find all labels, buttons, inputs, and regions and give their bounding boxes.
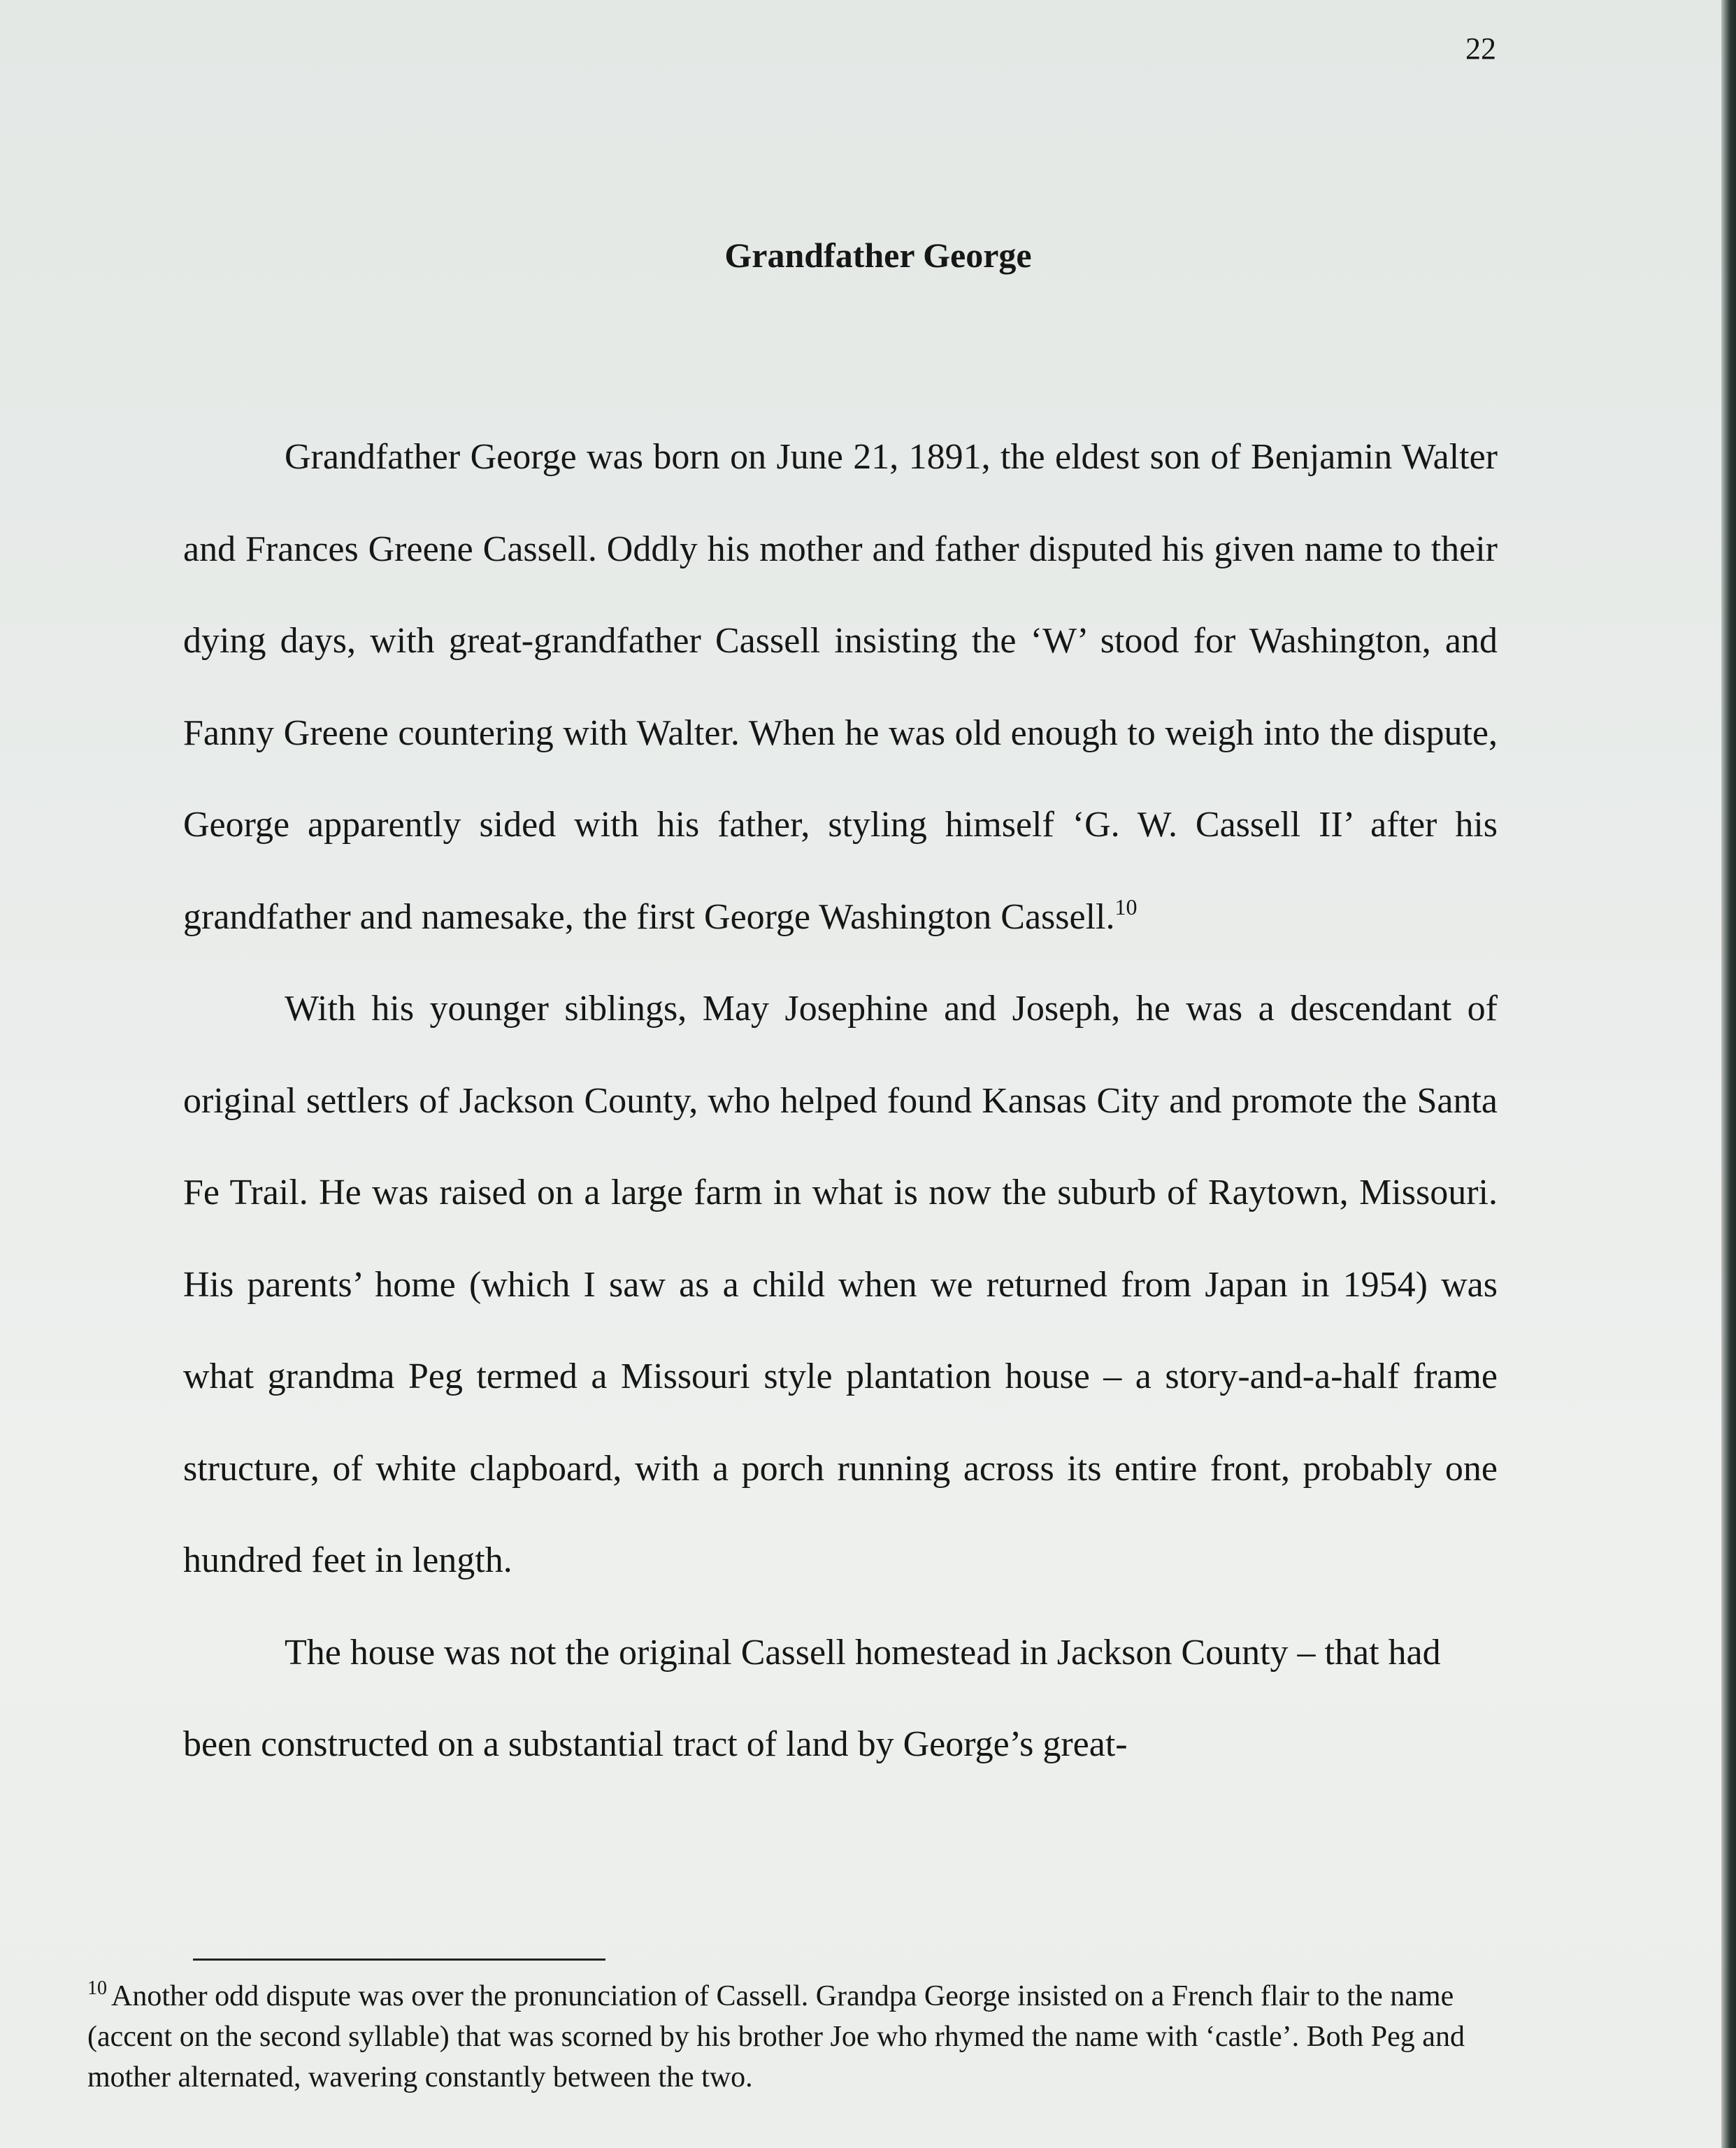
footnote-separator: [193, 1959, 605, 1961]
paragraph-2: [183, 963, 1498, 1607]
chapter-title: Grandfather George: [724, 236, 1032, 275]
footnote-paragraph: [87, 1976, 1507, 2098]
paragraph-1-text: Grandfather George was born on June 21, 1891, the eldest son of Benjamin Walter and Frances Greene Cassell. Oddly his mother and father disputed his given name to their dying days, with great-grandfather Cassell insisting the ‘W’ stood for Washington, and Fanny Greene countering with Walter. When he was old enough to weigh into the dispute, George apparently sided with his father, styling himself ‘G. W. Cassell II’ after his grandfather and namesake, the first George Washington Cassell.: [183, 437, 1498, 937]
body-text: [183, 411, 1498, 1791]
footnote-text: Another odd dispute was over the pronunciation of Cassell. Grandpa George insisted on a French flair to the name (accent on the second syllable) that was scorned by his brother Joe who rhymed the name with ‘castle’. Both Peg and mother alternated, wavering constantly between the two.: [87, 1980, 1465, 2093]
page-number: 22: [1465, 31, 1496, 66]
paragraph-3: [183, 1607, 1498, 1791]
paragraph-3-text: The house was not the original Cassell homestead in Jackson County – that had been constructed on a substantial tract of land by George’s great-: [183, 1632, 1441, 1764]
footnote: [87, 1976, 1507, 2098]
paragraph-1: [183, 411, 1498, 963]
paragraph-2-text: With his younger siblings, May Josephine and Joseph, he was a descendant of original settlers of Jackson County, who helped found Kansas City and promote the Santa Fe Trail. He was raised on a large farm in what is now the suburb of Raytown, Missouri. His parents’ home (which I saw as a child when we returned from Japan in 1954) was what grandma Peg termed a Missouri style plantation house – a story-and-a-half frame structure, of white clapboard, with a porch running across its entire front, probably one hundred feet in length.: [183, 989, 1498, 1580]
binder-edge: [1721, 0, 1736, 2148]
footnote-number: 10: [87, 1977, 107, 1999]
footnote-reference: 10: [1114, 894, 1138, 919]
